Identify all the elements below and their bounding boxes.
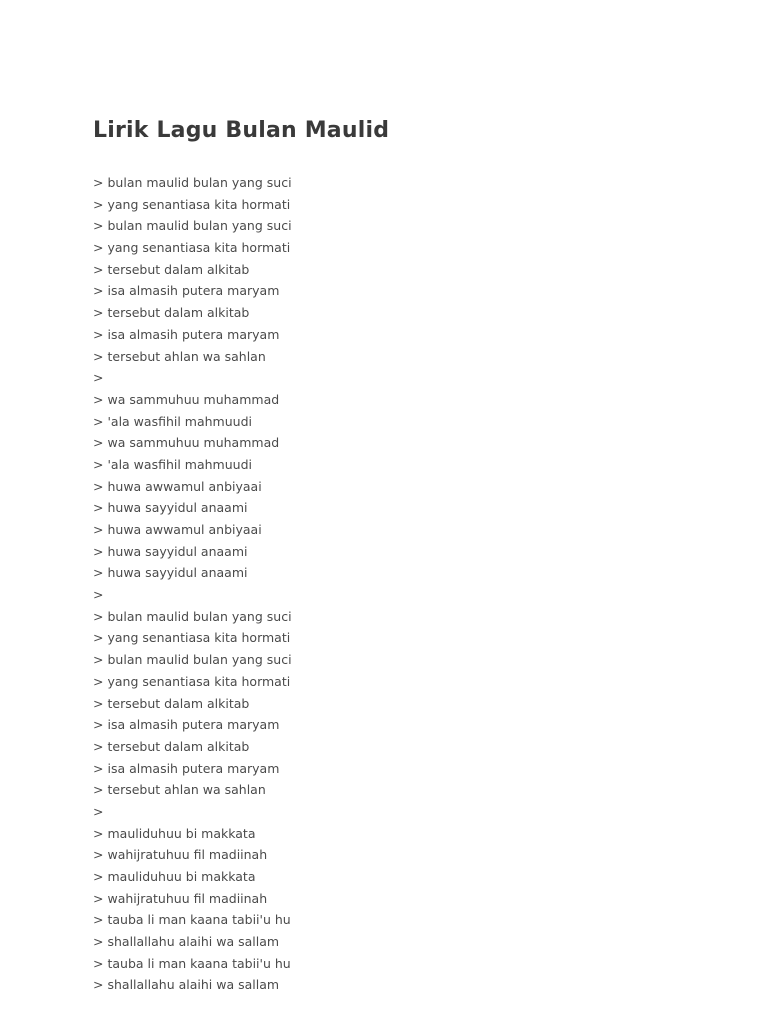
line-prefix: >: [93, 218, 104, 234]
lyric-text: huwa awwamul anbiyaai: [107, 522, 262, 537]
line-prefix: >: [93, 196, 104, 212]
lyric-line: [93, 280, 292, 302]
line-prefix: >: [93, 803, 104, 819]
line-prefix: >: [93, 543, 104, 559]
lyric-line: [93, 866, 292, 888]
lyric-text: wa sammuhuu muhammad: [107, 435, 280, 451]
lyric-text: bulan maulid bulan yang suci: [107, 175, 292, 190]
lyric-line: [93, 215, 292, 237]
line-prefix: >: [93, 977, 104, 993]
line-prefix: >: [93, 391, 104, 407]
lyric-text: huwa sayyidul anaami: [107, 565, 248, 581]
line-prefix: >: [93, 673, 104, 689]
line-prefix: >: [93, 175, 104, 190]
lyric-line: [93, 974, 292, 996]
lyric-line: [93, 736, 292, 758]
lyric-line: [93, 584, 292, 606]
lyric-text: isa almasih putera maryam: [107, 717, 280, 733]
lyric-line: [93, 259, 292, 281]
lyric-line: [93, 411, 292, 433]
lyric-line: [93, 627, 292, 649]
lyric-text: tersebut dalam alkitab: [107, 261, 250, 277]
line-prefix: >: [93, 608, 104, 624]
lyric-line: [93, 606, 292, 628]
line-prefix: >: [93, 305, 104, 321]
lyric-line: [93, 562, 292, 584]
lyric-text: isa almasih putera maryam: [107, 760, 280, 776]
lyric-text: huwa awwamul anbiyaai: [107, 478, 262, 494]
lyric-text: yang senantiasa kita hormati: [107, 196, 291, 212]
lyric-text: tersebut ahlan wa sahlan: [107, 782, 266, 798]
lyric-line: [93, 324, 292, 346]
lyric-text: tersebut dalam alkitab: [107, 738, 250, 754]
lyric-line: [93, 346, 292, 368]
lyric-line: [93, 888, 292, 910]
line-prefix: >: [93, 630, 104, 646]
lyric-line: [93, 649, 292, 671]
lyric-text: yang senantiasa kita hormati: [107, 630, 291, 646]
lyric-line: [93, 953, 292, 975]
lyric-text: bulan maulid bulan yang suci: [107, 218, 292, 234]
line-prefix: >: [93, 413, 104, 429]
lyric-text: wahijratuhuu fil madiinah: [107, 847, 268, 863]
lyric-text: shallallahu alaihi wa sallam: [107, 977, 280, 993]
line-prefix: >: [93, 348, 104, 364]
line-prefix: >: [93, 847, 104, 863]
line-prefix: >: [93, 760, 104, 776]
lyric-text: isa almasih putera maryam: [107, 283, 280, 299]
line-prefix: >: [93, 240, 104, 256]
line-prefix: >: [93, 717, 104, 733]
lyric-line: [93, 237, 292, 259]
lyric-line: [93, 476, 292, 498]
lyric-text: 'ala wasfihil mahmuudi: [107, 413, 252, 429]
line-prefix: >: [93, 370, 104, 386]
lyric-line: [93, 671, 292, 693]
lyric-text: tauba li man kaana tabii'u hu: [107, 912, 291, 928]
line-prefix: >: [93, 890, 104, 906]
line-prefix: >: [93, 500, 104, 516]
lyric-text: huwa sayyidul anaami: [107, 500, 248, 516]
lyric-line: [93, 714, 292, 736]
lyric-text: tauba li man kaana tabii'u hu: [107, 955, 291, 971]
lyric-text: yang senantiasa kita hormati: [107, 240, 291, 256]
lyric-text: isa almasih putera maryam: [107, 326, 280, 342]
line-prefix: >: [93, 912, 104, 928]
lyrics-list: [93, 172, 292, 996]
lyric-line: [93, 302, 292, 324]
lyric-line: [93, 779, 292, 801]
lyric-line: [93, 172, 292, 194]
lyric-text: yang senantiasa kita hormati: [107, 673, 291, 689]
lyric-text: tersebut ahlan wa sahlan: [107, 348, 266, 364]
line-prefix: >: [93, 934, 104, 950]
lyric-text: bulan maulid bulan yang suci: [107, 608, 292, 624]
lyric-text: 'ala wasfihil mahmuudi: [107, 456, 252, 472]
lyric-line: [93, 454, 292, 476]
lyric-text: huwa sayyidul anaami: [107, 543, 248, 559]
line-prefix: >: [93, 695, 104, 711]
lyric-line: [93, 758, 292, 780]
lyric-line: [93, 194, 292, 216]
line-prefix: >: [93, 738, 104, 754]
lyric-line: [93, 519, 292, 541]
lyric-line: [93, 931, 292, 953]
line-prefix: >: [93, 565, 104, 581]
line-prefix: >: [93, 825, 104, 841]
line-prefix: >: [93, 478, 104, 494]
line-prefix: >: [93, 456, 104, 472]
line-prefix: >: [93, 283, 104, 299]
lyric-text: wahijratuhuu fil madiinah: [107, 890, 268, 906]
lyric-line: [93, 541, 292, 563]
lyric-line: [93, 823, 292, 845]
line-prefix: >: [93, 955, 104, 971]
lyric-line: [93, 801, 292, 823]
line-prefix: >: [93, 522, 104, 537]
lyric-line: [93, 367, 292, 389]
line-prefix: >: [93, 435, 104, 451]
lyric-line: [93, 693, 292, 715]
lyric-line: [93, 389, 292, 411]
lyric-text: shallallahu alaihi wa sallam: [107, 934, 280, 950]
lyric-text: tersebut dalam alkitab: [107, 695, 250, 711]
lyric-line: [93, 497, 292, 519]
line-prefix: >: [93, 587, 104, 603]
lyric-line: [93, 844, 292, 866]
lyric-text: wa sammuhuu muhammad: [107, 391, 280, 407]
lyric-text: tersebut dalam alkitab: [107, 305, 250, 321]
lyric-line: [93, 432, 292, 454]
page-title: Lirik Lagu Bulan Maulid: [93, 118, 390, 143]
lyric-text: mauliduhuu bi makkata: [107, 869, 256, 884]
line-prefix: >: [93, 261, 104, 277]
line-prefix: >: [93, 326, 104, 342]
line-prefix: >: [93, 652, 104, 668]
lyric-text: mauliduhuu bi makkata: [107, 825, 256, 841]
lyric-line: [93, 909, 292, 931]
line-prefix: >: [93, 782, 104, 798]
line-prefix: >: [93, 869, 104, 884]
lyric-text: bulan maulid bulan yang suci: [107, 652, 292, 668]
